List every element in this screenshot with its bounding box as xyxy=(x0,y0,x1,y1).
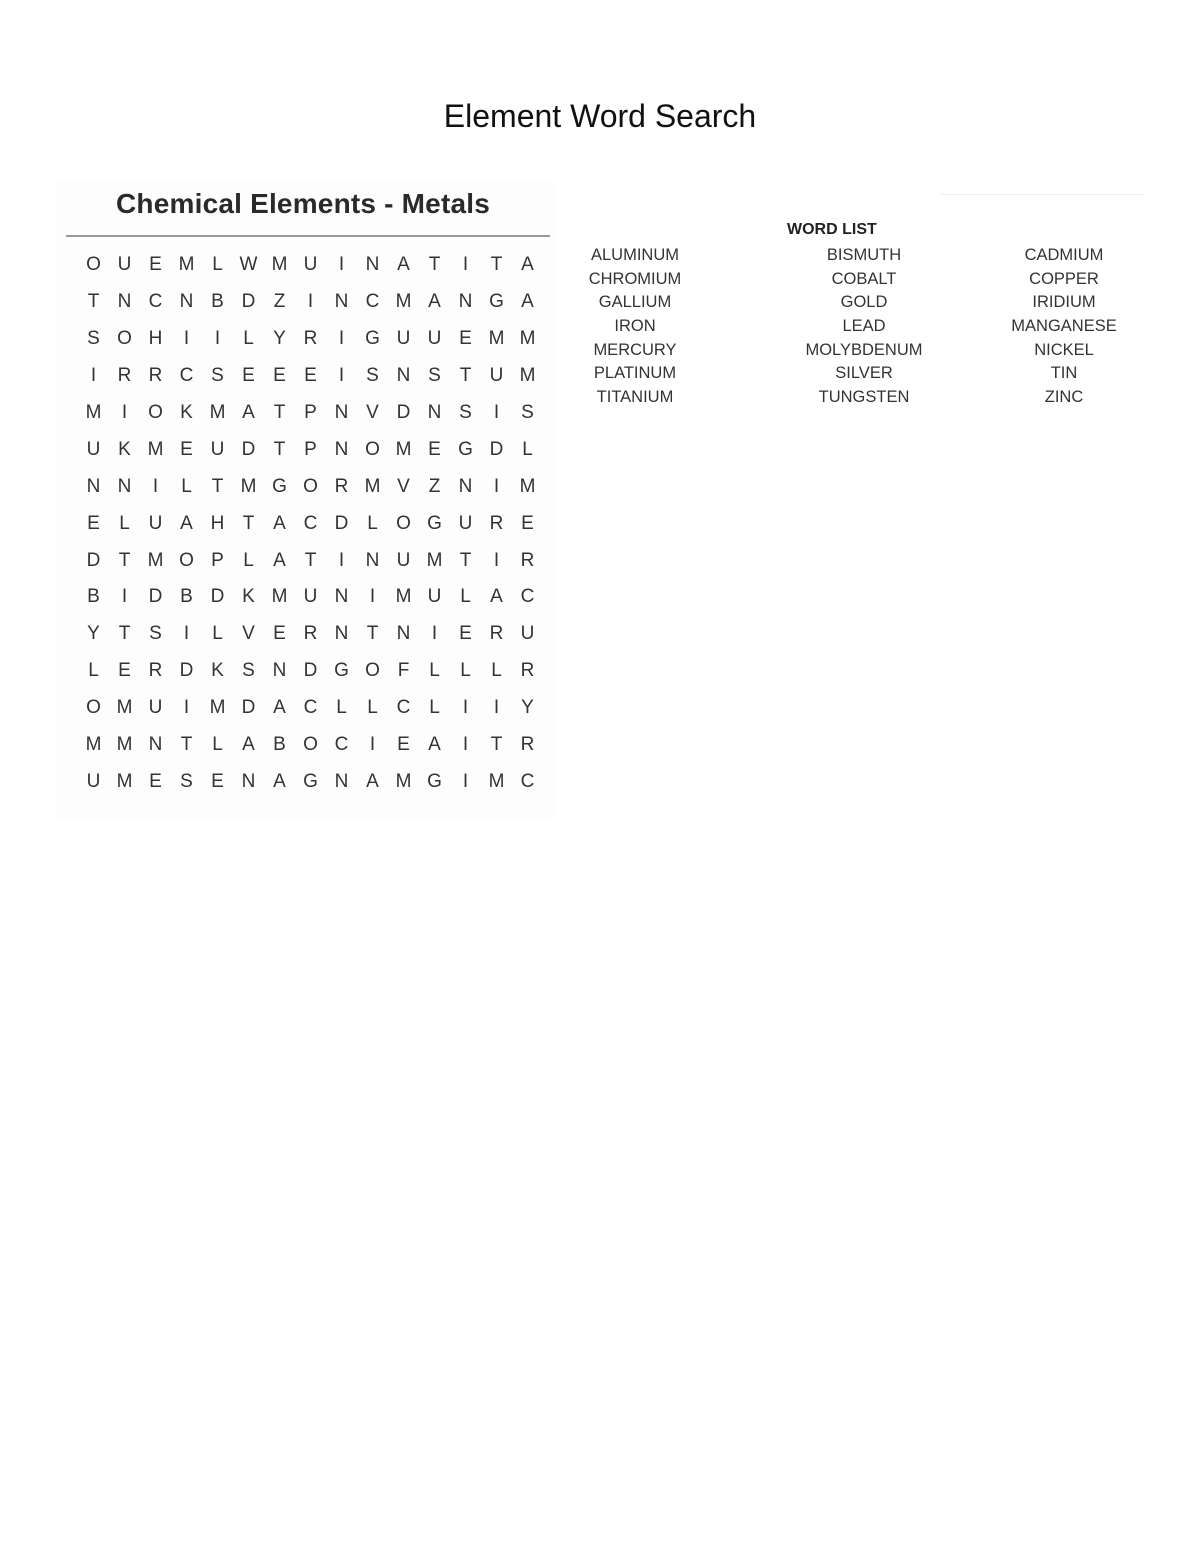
word-list-row xyxy=(535,386,1165,410)
word-list-row xyxy=(535,244,1165,268)
grid-letter: T xyxy=(87,291,100,313)
grid-letter: M xyxy=(147,438,164,460)
grid-letter: N xyxy=(396,365,411,387)
grid-letter: U xyxy=(86,770,101,792)
word-list-item: NICKEL xyxy=(1034,340,1094,359)
grid-letter: S xyxy=(366,365,379,387)
grid-row xyxy=(78,247,543,284)
grid-letter: M xyxy=(395,438,412,460)
word-list-item: BISMUTH xyxy=(826,246,902,265)
grid-letter: T xyxy=(118,623,131,645)
grid-row xyxy=(78,431,543,468)
grid-letter: G xyxy=(489,291,504,313)
word-list-item: CHROMIUM xyxy=(588,269,682,288)
grid-letter: W xyxy=(239,254,258,276)
grid-letter: D xyxy=(241,438,256,460)
grid-letter: S xyxy=(211,365,224,387)
grid-letter: N xyxy=(334,586,349,608)
grid-letter: T xyxy=(459,365,472,387)
grid-letter: U xyxy=(148,697,163,719)
grid-letter: L xyxy=(460,586,471,608)
grid-letter: O xyxy=(148,402,163,423)
grid-letter: S xyxy=(459,402,472,423)
word-list-item: ALUMINUM xyxy=(590,246,679,265)
grid-letter: T xyxy=(428,254,441,276)
grid-letter: L xyxy=(119,512,130,534)
grid-letter: U xyxy=(303,254,318,276)
grid-letter: R xyxy=(520,549,535,571)
grid-letter: E xyxy=(180,438,193,460)
grid-letter: F xyxy=(397,660,410,682)
grid-letter: C xyxy=(396,697,411,719)
word-list-item: PLATINUM xyxy=(593,364,677,383)
grid-letter: M xyxy=(271,254,288,276)
grid-letter: E xyxy=(211,770,224,792)
grid-letter: I xyxy=(338,365,345,387)
grid-letter: I xyxy=(493,549,500,571)
grid-letter: L xyxy=(429,697,440,719)
letter-grid xyxy=(78,247,543,800)
grid-letter: E xyxy=(149,770,162,792)
grid-letter: I xyxy=(338,328,345,350)
grid-letter: T xyxy=(273,438,286,460)
grid-letter: E xyxy=(459,623,472,645)
grid-row xyxy=(78,690,543,727)
grid-letter: U xyxy=(520,623,535,645)
grid-letter: A xyxy=(180,512,193,534)
grid-letter: R xyxy=(489,623,504,645)
grid-letter: I xyxy=(338,254,345,276)
grid-letter: O xyxy=(86,697,101,719)
grid-letter: R xyxy=(117,365,132,387)
grid-letter: U xyxy=(86,438,101,460)
grid-letter: I xyxy=(369,586,376,608)
grid-letter: N xyxy=(117,291,132,313)
grid-letter: L xyxy=(88,660,99,682)
grid-letter: R xyxy=(303,328,318,350)
grid-letter: L xyxy=(212,734,223,756)
grid-letter: G xyxy=(272,475,287,497)
word-list-item: GOLD xyxy=(840,293,888,312)
grid-letter: N xyxy=(458,291,473,313)
grid-letter: A xyxy=(521,291,534,313)
grid-row xyxy=(78,321,543,358)
grid-letter: E xyxy=(273,365,286,387)
word-list xyxy=(535,244,1165,409)
grid-letter: G xyxy=(427,512,442,534)
word-list-item: MERCURY xyxy=(593,340,677,359)
grid-letter: T xyxy=(366,623,379,645)
grid-letter: U xyxy=(396,328,411,350)
grid-letter: C xyxy=(334,734,349,756)
grid-letter: N xyxy=(334,438,349,460)
grid-letter: U xyxy=(396,549,411,571)
grid-letter: U xyxy=(117,254,132,276)
grid-letter: L xyxy=(181,475,192,497)
grid-letter: U xyxy=(458,512,473,534)
grid-letter: R xyxy=(334,475,349,497)
grid-letter: Y xyxy=(273,328,286,350)
word-list-item: MOLYBDENUM xyxy=(805,340,923,359)
word-list-row xyxy=(535,338,1165,362)
puzzle-title: Chemical Elements - Metals xyxy=(116,188,490,219)
grid-letter: S xyxy=(180,770,193,792)
grid-letter: S xyxy=(242,660,255,682)
grid-letter: O xyxy=(303,734,318,756)
grid-letter: T xyxy=(180,734,193,756)
grid-letter: I xyxy=(90,365,97,387)
grid-letter: M xyxy=(395,770,412,792)
grid-letter: N xyxy=(86,475,101,497)
grid-letter: L xyxy=(429,660,440,682)
grid-row xyxy=(78,358,543,395)
grid-letter: M xyxy=(395,586,412,608)
grid-letter: U xyxy=(489,365,504,387)
grid-letter: C xyxy=(520,770,535,792)
grid-letter: E xyxy=(149,254,162,276)
grid-letter: I xyxy=(462,770,469,792)
grid-letter: M xyxy=(240,475,257,497)
grid-letter: M xyxy=(519,475,536,497)
grid-letter: O xyxy=(86,254,101,276)
grid-letter: D xyxy=(334,512,349,534)
grid-letter: E xyxy=(118,660,131,682)
grid-letter: V xyxy=(242,623,255,645)
grid-letter: I xyxy=(493,402,500,423)
grid-letter: E xyxy=(397,734,410,756)
grid-row xyxy=(78,763,543,800)
grid-letter: R xyxy=(148,660,163,682)
grid-letter: N xyxy=(365,549,380,571)
grid-letter: L xyxy=(460,660,471,682)
grid-letter: I xyxy=(493,697,500,719)
grid-letter: N xyxy=(272,660,287,682)
grid-letter: R xyxy=(303,623,318,645)
grid-letter: N xyxy=(117,475,132,497)
grid-letter: M xyxy=(209,697,226,719)
grid-letter: T xyxy=(242,512,255,534)
grid-letter: M xyxy=(209,402,226,423)
grid-letter: U xyxy=(210,438,225,460)
word-list-item: COBALT xyxy=(831,269,897,288)
word-list-item: COPPER xyxy=(1029,269,1099,288)
grid-letter: C xyxy=(303,697,318,719)
grid-letter: I xyxy=(369,734,376,756)
grid-letter: N xyxy=(179,291,194,313)
grid-letter: U xyxy=(427,586,442,608)
grid-letter: C xyxy=(303,512,318,534)
grid-letter: A xyxy=(428,291,441,313)
grid-letter: T xyxy=(490,734,503,756)
grid-letter: I xyxy=(121,402,128,423)
grid-letter: N xyxy=(365,254,380,276)
grid-letter: M xyxy=(116,697,133,719)
grid-letter: D xyxy=(148,586,163,608)
puzzle-title-divider xyxy=(66,235,550,237)
grid-letter: L xyxy=(491,660,502,682)
grid-letter: B xyxy=(273,734,286,756)
grid-letter: A xyxy=(242,402,255,423)
grid-letter: K xyxy=(118,438,131,460)
grid-letter: V xyxy=(366,402,379,423)
grid-row xyxy=(78,653,543,690)
grid-letter: O xyxy=(303,475,318,497)
grid-letter: A xyxy=(521,254,534,276)
grid-letter: T xyxy=(211,475,224,497)
grid-letter: N xyxy=(148,734,163,756)
grid-letter: O xyxy=(396,512,411,534)
word-list-item: IRON xyxy=(614,317,656,336)
grid-row xyxy=(78,395,543,432)
grid-letter: E xyxy=(242,365,255,387)
grid-letter: Y xyxy=(87,623,100,645)
grid-letter: E xyxy=(273,623,286,645)
grid-letter: M xyxy=(519,328,536,350)
word-list-row xyxy=(535,362,1165,386)
grid-letter: P xyxy=(304,438,317,460)
grid-letter: I xyxy=(152,475,159,497)
grid-letter: I xyxy=(493,475,500,497)
grid-letter: I xyxy=(462,734,469,756)
grid-letter: I xyxy=(462,254,469,276)
grid-letter: L xyxy=(212,254,223,276)
grid-letter: D xyxy=(396,402,411,423)
grid-letter: S xyxy=(521,402,534,423)
word-list-item: CADMIUM xyxy=(1024,246,1104,265)
word-list-item: IRIDIUM xyxy=(1032,293,1096,312)
grid-letter: L xyxy=(336,697,347,719)
grid-row xyxy=(78,542,543,579)
grid-letter: G xyxy=(458,438,473,460)
grid-letter: G xyxy=(427,770,442,792)
grid-letter: M xyxy=(395,291,412,313)
grid-letter: D xyxy=(210,586,225,608)
word-list-item: TIN xyxy=(1050,364,1078,383)
grid-letter: D xyxy=(86,549,101,571)
word-list-item: TUNGSTEN xyxy=(818,387,910,406)
grid-row xyxy=(78,284,543,321)
word-list-row xyxy=(535,268,1165,292)
grid-letter: D xyxy=(303,660,318,682)
grid-letter: I xyxy=(431,623,438,645)
grid-letter: N xyxy=(458,475,473,497)
grid-letter: K xyxy=(242,586,255,608)
grid-letter: I xyxy=(338,549,345,571)
grid-letter: E xyxy=(87,512,100,534)
grid-letter: L xyxy=(243,328,254,350)
grid-letter: T xyxy=(118,549,131,571)
grid-letter: D xyxy=(241,697,256,719)
grid-letter: M xyxy=(488,328,505,350)
grid-letter: A xyxy=(273,770,286,792)
word-list-item: SILVER xyxy=(835,364,893,383)
grid-letter: E xyxy=(304,365,317,387)
grid-letter: N xyxy=(334,623,349,645)
grid-letter: M xyxy=(116,734,133,756)
grid-letter: A xyxy=(273,512,286,534)
grid-letter: K xyxy=(211,660,224,682)
grid-letter: M xyxy=(116,770,133,792)
grid-letter: I xyxy=(214,328,221,350)
grid-letter: V xyxy=(397,475,410,497)
word-list-item: ZINC xyxy=(1044,387,1084,406)
grid-letter: N xyxy=(396,623,411,645)
grid-letter: A xyxy=(428,734,441,756)
grid-letter: E xyxy=(521,512,534,534)
grid-letter: N xyxy=(241,770,256,792)
grid-letter: O xyxy=(117,328,132,350)
grid-letter: G xyxy=(365,328,380,350)
grid-letter: T xyxy=(490,254,503,276)
grid-letter: D xyxy=(241,291,256,313)
grid-letter: M xyxy=(85,734,102,756)
grid-letter: Z xyxy=(428,475,441,497)
grid-letter: A xyxy=(397,254,410,276)
grid-letter: M xyxy=(488,770,505,792)
grid-letter: O xyxy=(365,438,380,460)
grid-letter: A xyxy=(490,586,503,608)
grid-letter: E xyxy=(459,328,472,350)
grid-letter: U xyxy=(427,328,442,350)
grid-letter: A xyxy=(242,734,255,756)
grid-letter: N xyxy=(334,291,349,313)
grid-letter: I xyxy=(121,586,128,608)
grid-letter: R xyxy=(520,734,535,756)
grid-letter: E xyxy=(428,438,441,460)
grid-letter: S xyxy=(428,365,441,387)
grid-letter: R xyxy=(520,660,535,682)
grid-letter: L xyxy=(522,438,533,460)
grid-letter: C xyxy=(365,291,380,313)
grid-row xyxy=(78,727,543,764)
grid-letter: M xyxy=(85,402,102,423)
grid-letter: R xyxy=(148,365,163,387)
grid-letter: N xyxy=(427,402,442,423)
grid-letter: Z xyxy=(273,291,286,313)
grid-letter: B xyxy=(211,291,224,313)
grid-letter: P xyxy=(304,402,317,423)
grid-letter: H xyxy=(210,512,225,534)
grid-letter: A xyxy=(273,697,286,719)
grid-letter: N xyxy=(334,402,349,423)
document-title: Element Word Search xyxy=(443,98,757,134)
grid-letter: I xyxy=(307,291,314,313)
grid-letter: I xyxy=(183,697,190,719)
grid-letter: C xyxy=(179,365,194,387)
grid-letter: Y xyxy=(521,697,534,719)
grid-letter: M xyxy=(178,254,195,276)
grid-letter: L xyxy=(212,623,223,645)
grid-letter: U xyxy=(148,512,163,534)
grid-letter: T xyxy=(459,549,472,571)
grid-letter: U xyxy=(303,586,318,608)
grid-letter: K xyxy=(180,402,193,423)
grid-letter: M xyxy=(147,549,164,571)
grid-letter: B xyxy=(180,586,193,608)
grid-letter: L xyxy=(367,512,378,534)
grid-letter: M xyxy=(426,549,443,571)
grid-letter: M xyxy=(519,365,536,387)
grid-letter: D xyxy=(179,660,194,682)
word-list-item: MANGANESE xyxy=(1011,317,1117,336)
grid-letter: H xyxy=(148,328,163,350)
grid-letter: A xyxy=(273,549,286,571)
grid-letter: S xyxy=(149,623,162,645)
grid-row xyxy=(78,579,543,616)
grid-letter: S xyxy=(87,328,100,350)
grid-letter: L xyxy=(243,549,254,571)
word-list-item: TITANIUM xyxy=(596,387,674,406)
grid-letter: A xyxy=(366,770,379,792)
grid-row xyxy=(78,505,543,542)
grid-letter: T xyxy=(304,549,317,571)
grid-letter: D xyxy=(489,438,504,460)
grid-letter: G xyxy=(303,770,318,792)
grid-letter: P xyxy=(211,549,224,571)
grid-letter: C xyxy=(520,586,535,608)
decorative-divider xyxy=(940,194,1145,195)
grid-letter: N xyxy=(334,770,349,792)
word-list-row xyxy=(535,291,1165,315)
grid-row xyxy=(78,468,543,505)
grid-letter: T xyxy=(273,402,286,423)
grid-letter: G xyxy=(334,660,349,682)
word-list-row xyxy=(535,315,1165,339)
grid-letter: I xyxy=(462,697,469,719)
grid-letter: M xyxy=(271,586,288,608)
grid-letter: M xyxy=(364,475,381,497)
grid-letter: R xyxy=(489,512,504,534)
grid-letter: I xyxy=(183,623,190,645)
grid-row xyxy=(78,616,543,653)
word-list-header: WORD LIST xyxy=(787,221,877,238)
grid-letter: O xyxy=(179,549,194,571)
grid-letter: L xyxy=(367,697,378,719)
grid-letter: C xyxy=(148,291,163,313)
grid-letter: I xyxy=(183,328,190,350)
word-list-item: GALLIUM xyxy=(598,293,672,312)
word-list-item: LEAD xyxy=(842,317,886,336)
grid-letter: B xyxy=(87,586,100,608)
grid-letter: O xyxy=(365,660,380,682)
